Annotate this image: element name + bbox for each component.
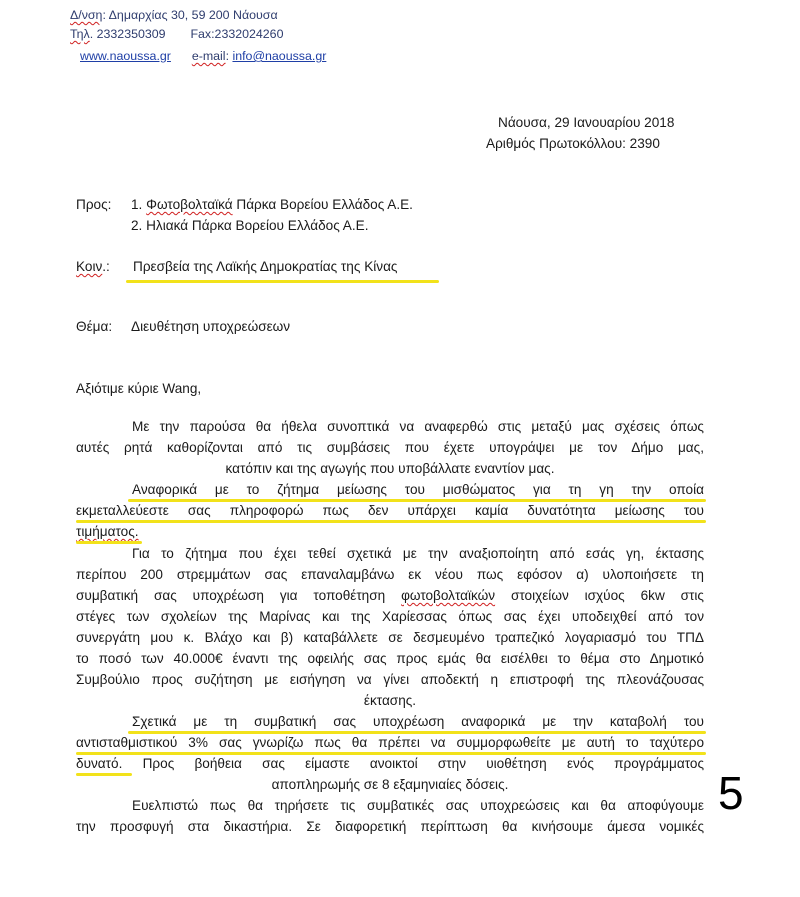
website-link[interactable]: www.naoussa.gr — [80, 49, 171, 63]
body-line: κατόπιν και της αγωγής που υποβάλλατε εναντίον μας. — [225, 461, 555, 476]
page-marker: 5 — [718, 767, 744, 819]
to-label: Προς: — [76, 197, 112, 212]
body-line — [76, 585, 704, 606]
body-line: Με την παρούσα θα ήθελα συνοπτικά να αναφερθώ στις μεταξύ μας σχέσεις όπως — [132, 419, 704, 434]
email-link[interactable]: info@naoussa.gr — [232, 49, 327, 63]
recipient-2: 2. Ηλιακά Πάρκα Βορείου Ελλάδος Α.Ε. — [131, 218, 369, 233]
cc-label-colon: .: — [102, 259, 110, 274]
recipient-1 — [131, 197, 413, 212]
body-line: αποπληρωμής σε 8 εξαμηνιαίες δόσεις. — [271, 777, 509, 792]
cc-label-word: Κοιν — [76, 259, 103, 274]
body-line: την προσφυγή στα δικαστήρια. Σε διαφορετική περίπτωση θα κινήσουμε άμεσα νομικές — [76, 819, 704, 834]
body-fragment: στοιχείων ισχύος 6kw στις — [495, 588, 704, 603]
address-label: Δ/νση — [70, 8, 103, 22]
recipient-1-word: Φωτοβολταϊκά — [146, 197, 233, 212]
body-line: Συμβούλιο προς συζήτηση με εισήγηση να γίνει αποδεκτή η επιστροφή της πλεονάζουσας — [76, 672, 704, 687]
body-line: συνεργάτη μου κ. Βλάχο και β) καταβάλλετε σε δεσμευμένο τραπεζικό λογαριασμό του ΤΠΔ — [76, 630, 704, 645]
phone-number: . 2332350309 — [89, 27, 166, 41]
recipient-1-rest: Πάρκα Βορείου Ελλάδος Α.Ε. — [232, 197, 413, 212]
address-line — [70, 8, 278, 22]
body-fragment-spell: φωτοβολταϊκών — [401, 588, 496, 603]
phone-label: Τηλ — [70, 27, 90, 41]
body-line: τιμήματος. — [76, 524, 139, 539]
body-line: Αναφορικά με το ζήτημα μείωσης του μισθώματος για τη γη την οποία — [132, 482, 704, 497]
protocol-number: Αριθμός Πρωτοκόλλου: 2390 — [486, 136, 660, 151]
body-line: εκμεταλλεύεστε σας πληροφορώ πως δεν υπάρχει καμία δυνατότητα μείωσης του — [76, 503, 704, 518]
body-line: Σχετικά με τη συμβατική σας υποχρέωση αναφορικά με την καταβολή του — [132, 714, 704, 729]
recipient-1-number: 1. — [131, 197, 143, 212]
salutation: Αξιότιμε κύριε Wang, — [76, 381, 202, 396]
body-line: Για το ζήτημα που έχει τεθεί σχετικά με την αναξιοποίητη από εσάς γη, έκτασης — [132, 546, 704, 561]
body-line: αντισταθμιστικού 3% σας γνωρίζω πως θα πρέπει να συμμορφωθείτε με αυτή το ταχύτερο — [76, 735, 704, 750]
body-line: περίπου 200 στρεμμάτων σας επαναλαμβάνω εκ νέου πως εφόσον α) υλοποιήσετε τη — [76, 567, 704, 582]
body-fragment: δυνατό. — [76, 756, 123, 771]
body-line: αυτές ρητά καθορίζονται από τις συμβάσεις που έχετε υπογράψει με τον Δήμο μας, — [76, 440, 704, 455]
subject-text: Διευθέτηση υποχρεώσεων — [131, 319, 291, 334]
email-label: e-mail — [191, 49, 226, 63]
body-line: το ποσό των 40.000€ έναντι της οφειλής σας προς εμάς θα εισέλθει το θέμα στο Δημοτικό — [76, 651, 704, 666]
subject-label: Θέμα: — [76, 319, 113, 334]
body-fragment: συμβατική σας υποχρέωση για τοποθέτηση — [76, 588, 402, 603]
address-text: : Δημαρχίας 30, 59 200 Νάουσα — [102, 8, 278, 22]
web-line — [80, 49, 326, 63]
email-sep: : — [225, 49, 233, 63]
letter-date: Νάουσα, 29 Ιανουαρίου 2018 — [498, 115, 675, 130]
body-line: Ευελπιστώ πως θα τηρήσετε τις συμβατικές σας υποχρεώσεις και θα αποφύγουμε — [132, 798, 704, 813]
highlight-cc — [126, 280, 439, 283]
body-line — [76, 753, 704, 774]
phone-line — [70, 27, 283, 41]
body-fragment: Προς βοήθεια σας είμαστε ανοικτοί στην υιοθέτηση ενός προγράμματος — [122, 756, 704, 771]
cc-label — [76, 259, 110, 274]
fax-number: Fax:2332024260 — [190, 27, 284, 41]
body-line: στέγες των σχολείων της Μαρίνας και της Χαρίεσσας όπως σας έχει υποδειχθεί από τον — [76, 609, 704, 624]
body-line: έκτασης. — [363, 693, 417, 708]
cc-recipient: Πρεσβεία της Λαϊκής Δημοκρατίας της Κίνας — [133, 259, 398, 274]
